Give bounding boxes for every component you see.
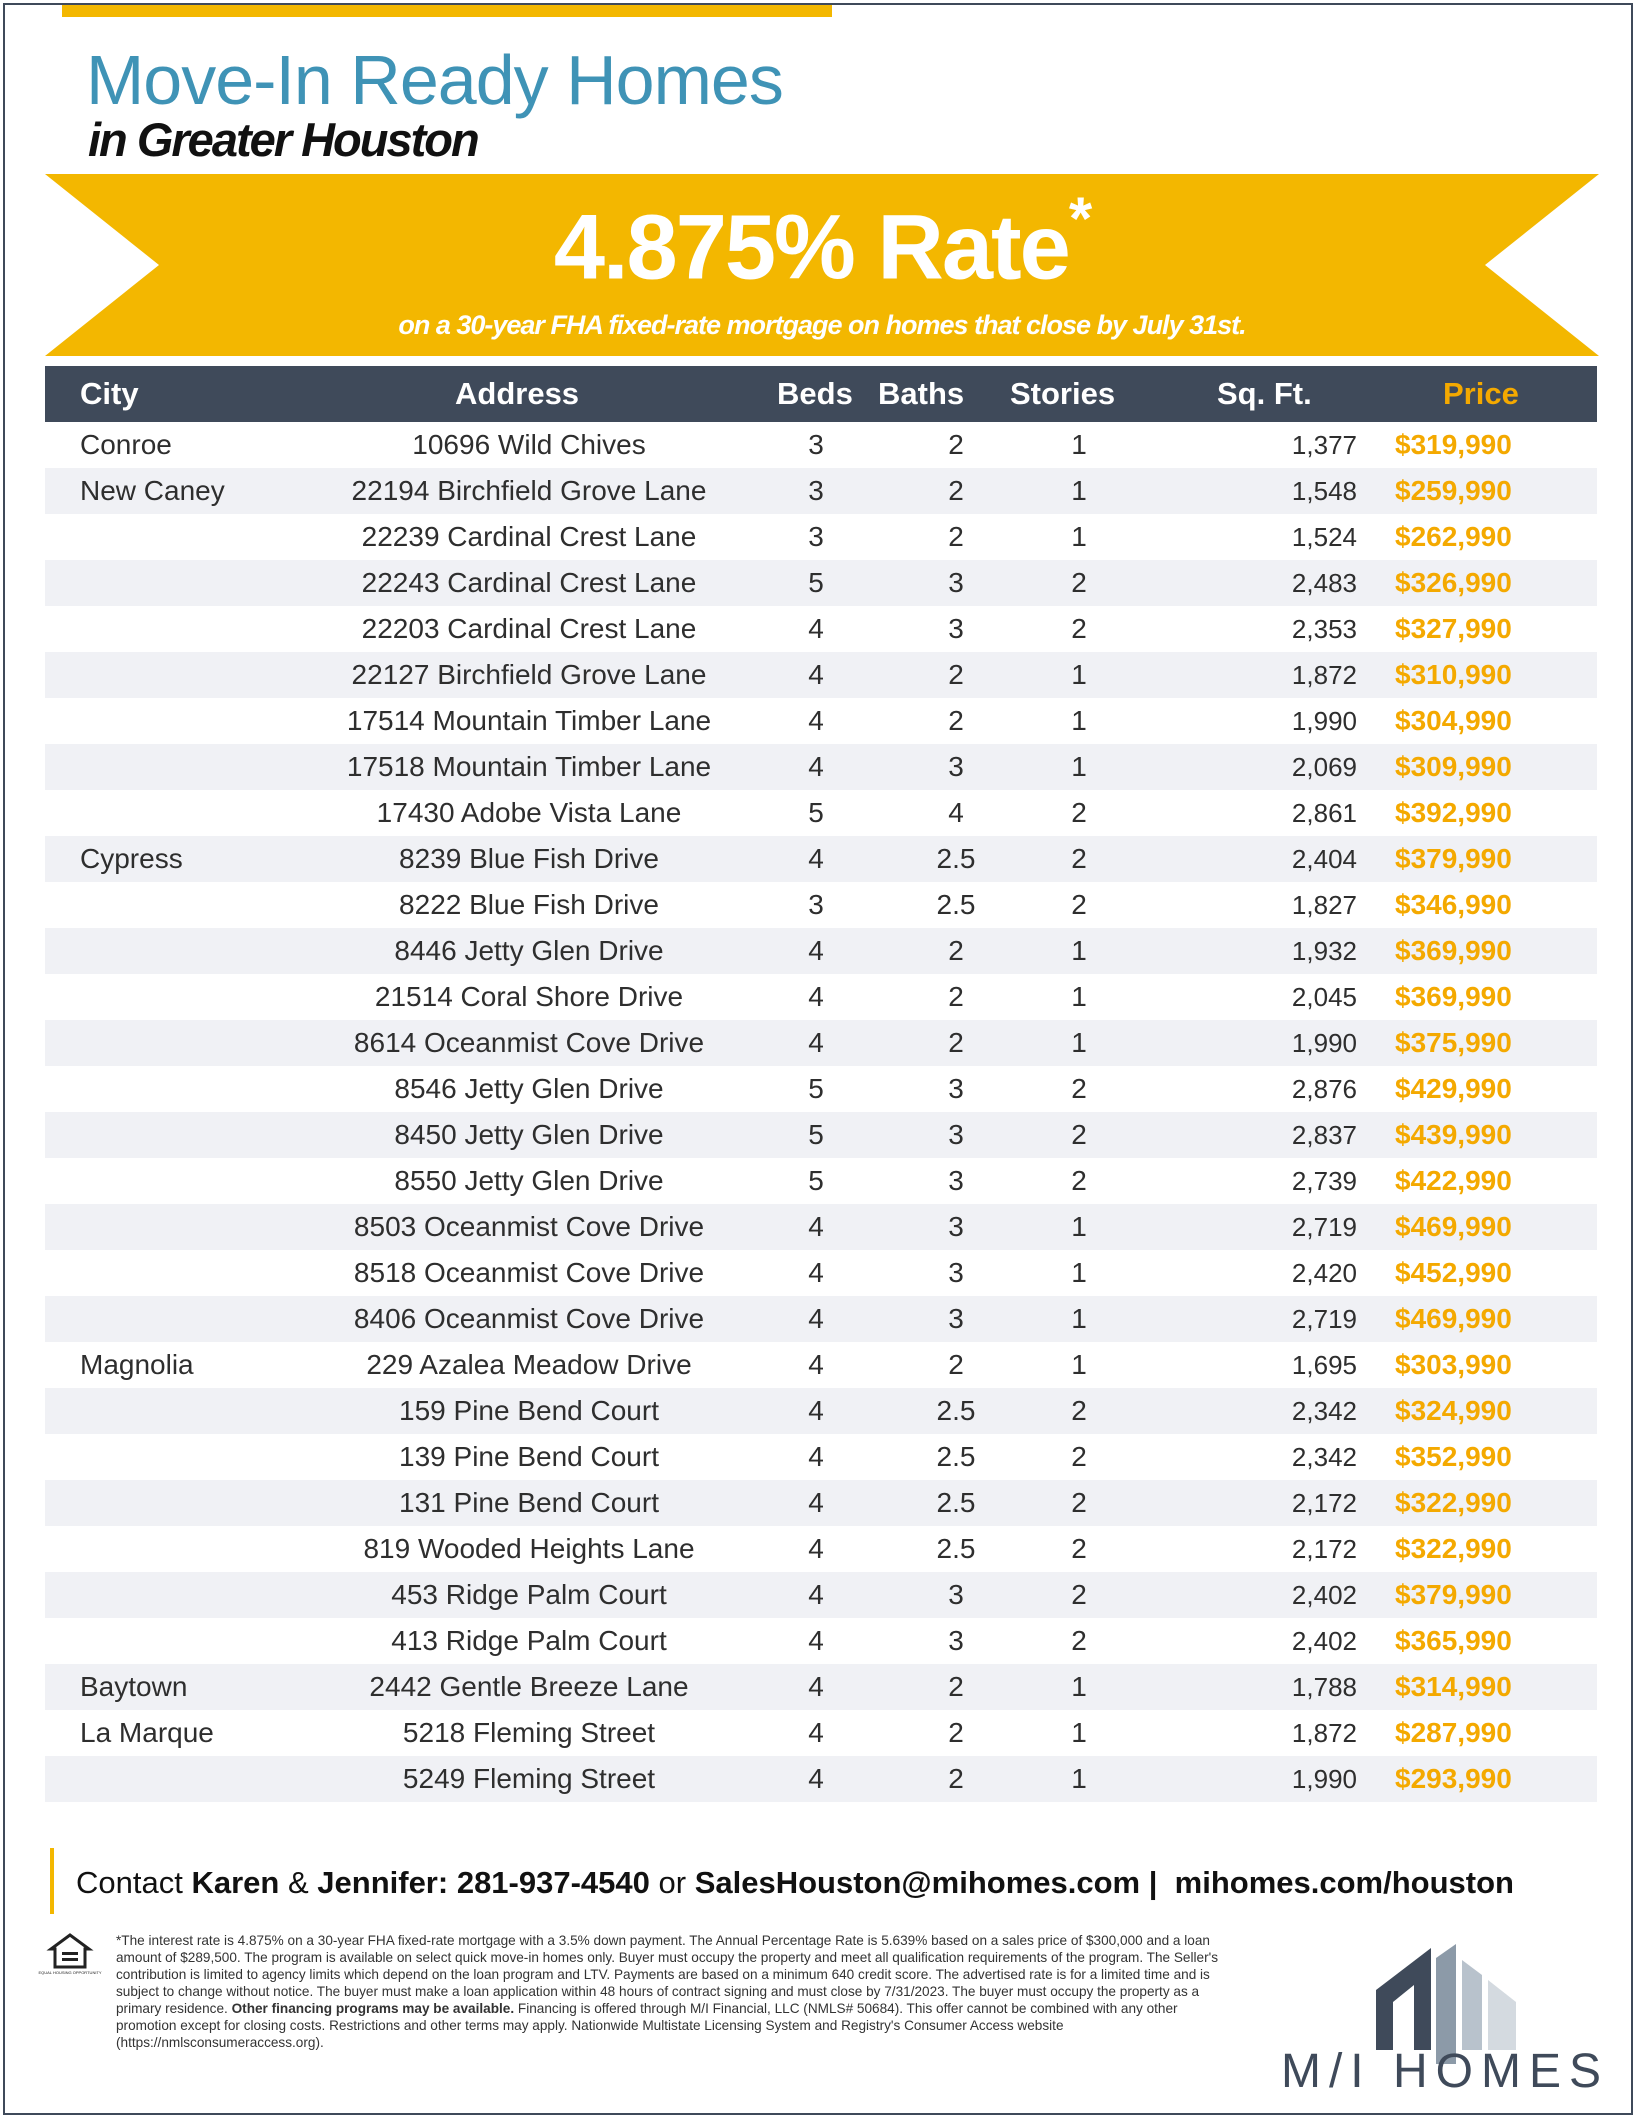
- cell-price: $439,990: [1395, 1119, 1512, 1150]
- cell-stories-text: 2: [1071, 889, 1087, 920]
- cell-stories-text: 1: [1071, 1349, 1087, 1380]
- cell-stories-text: 1: [1071, 1763, 1087, 1794]
- table-row: [45, 1572, 1597, 1618]
- cell-stories-text: 2: [1071, 797, 1087, 828]
- cell-baths-text: 2: [948, 981, 964, 1012]
- cell-baths-text: 2: [948, 1717, 964, 1748]
- table-row: [45, 514, 1597, 560]
- cell-stories-text: 2: [1071, 567, 1087, 598]
- cell-beds-text: 4: [808, 1027, 824, 1058]
- table-row: [45, 1204, 1597, 1250]
- table-row: [45, 1112, 1597, 1158]
- table-row: [45, 1158, 1597, 1204]
- cell-sqft: 2,342: [1291, 1442, 1357, 1472]
- table-row: [45, 1296, 1597, 1342]
- cell-beds-text: 3: [808, 889, 824, 920]
- cell-address-text: 413 Ridge Palm Court: [391, 1625, 667, 1656]
- table-row: [45, 1618, 1597, 1664]
- header-stories: Stories: [1010, 376, 1116, 411]
- cell-price: $392,990: [1395, 797, 1512, 828]
- cell-sqft: 1,990: [1291, 706, 1357, 736]
- cell-beds-text: 4: [808, 1395, 824, 1426]
- mi-homes-logo-icon: [1376, 1940, 1516, 2050]
- cell-price: $314,990: [1395, 1671, 1512, 1702]
- top-accent-bar: [62, 5, 832, 17]
- cell-beds-text: 4: [808, 1211, 824, 1242]
- cell-city: Cypress: [80, 843, 183, 874]
- cell-sqft: 2,045: [1291, 982, 1357, 1012]
- table-row: [45, 1434, 1597, 1480]
- cell-stories-text: 1: [1071, 705, 1087, 736]
- cell-stories-text: 1: [1071, 1717, 1087, 1748]
- cell-beds-text: 4: [808, 751, 824, 782]
- cell-city: New Caney: [80, 475, 225, 506]
- cell-price: $303,990: [1395, 1349, 1512, 1380]
- rate-banner: [45, 174, 1599, 356]
- cell-stories-text: 2: [1071, 1487, 1087, 1518]
- cell-address-text: 17430 Adobe Vista Lane: [376, 797, 682, 828]
- cell-baths-text: 2.5: [936, 1395, 976, 1426]
- table-row: [45, 1526, 1597, 1572]
- cell-baths-text: 3: [948, 1625, 964, 1656]
- cell-price: $309,990: [1395, 751, 1512, 782]
- header-beds: Beds: [777, 376, 853, 411]
- cell-price: $324,990: [1395, 1395, 1512, 1426]
- cell-sqft: 1,524: [1291, 522, 1357, 552]
- contact-phone[interactable]: 281-937-4540: [456, 1865, 650, 1900]
- cell-price: $327,990: [1395, 613, 1512, 644]
- cell-sqft: 2,420: [1291, 1258, 1357, 1288]
- cell-price: $365,990: [1395, 1625, 1512, 1656]
- table-row: [45, 1020, 1597, 1066]
- contact-or: or: [658, 1865, 687, 1900]
- cell-address-text: 453 Ridge Palm Court: [391, 1579, 667, 1610]
- contact-email[interactable]: SalesHouston@mihomes.com: [694, 1865, 1141, 1900]
- cell-stories-text: 1: [1071, 1257, 1087, 1288]
- cell-sqft: 2,404: [1291, 844, 1357, 874]
- table-row: [45, 928, 1597, 974]
- cell-price: $369,990: [1395, 981, 1512, 1012]
- cell-address-text: 131 Pine Bend Court: [399, 1487, 659, 1518]
- cell-address-text: 22194 Birchfield Grove Lane: [351, 475, 707, 506]
- cell-baths-text: 3: [948, 567, 964, 598]
- cell-sqft: 2,719: [1291, 1212, 1357, 1242]
- cell-baths-text: 3: [948, 751, 964, 782]
- cell-stories-text: 1: [1071, 1027, 1087, 1058]
- cell-baths-text: 3: [948, 1165, 964, 1196]
- cell-beds-text: 4: [808, 1671, 824, 1702]
- page-subtitle: in Greater Houston: [88, 113, 478, 166]
- cell-city: Conroe: [80, 429, 172, 460]
- cell-price: $259,990: [1395, 475, 1512, 506]
- cell-address-text: 22203 Cardinal Crest Lane: [361, 613, 697, 644]
- disclaimer-text: [116, 1932, 1231, 2051]
- cell-price: $352,990: [1395, 1441, 1512, 1472]
- cell-price: $293,990: [1395, 1763, 1512, 1794]
- cell-baths-text: 2: [948, 705, 964, 736]
- cell-price: $375,990: [1395, 1027, 1512, 1058]
- table-header: [45, 366, 1597, 422]
- cell-sqft: 2,402: [1291, 1580, 1357, 1610]
- cell-sqft: 2,739: [1291, 1166, 1357, 1196]
- cell-baths-text: 2.5: [936, 1441, 976, 1472]
- cell-sqft: 2,353: [1291, 614, 1357, 644]
- cell-beds-text: 5: [808, 797, 824, 828]
- table-row: [45, 1066, 1597, 1112]
- cell-stories-text: 1: [1071, 659, 1087, 690]
- cell-stories-text: 2: [1071, 843, 1087, 874]
- cell-sqft: 2,861: [1291, 798, 1357, 828]
- contact-website[interactable]: mihomes.com/houston: [1174, 1865, 1514, 1900]
- cell-sqft: 1,377: [1291, 430, 1357, 460]
- header-address: Address: [455, 376, 580, 411]
- cell-price: $379,990: [1395, 843, 1512, 874]
- disclaimer-part1: *The interest rate is 4.875% on a 30-year FHA fixed-rate mortgage with a 3.5% down payment. The Annual Percentage Rate is 5.639% based on a sales price of $300,000 and a loan amount of $289,500. The program is available on select quick move-in homes only. Buyer must occupy the property and meet all qualification requirements of the program. The Seller's contribution is limited to agency limits which depend on the loan program and LTV. Payments are based on a minimum 640 credit score. The advertised rate is for a limited time and is subject to change without notice. The buyer must make a loan application within 48 hours of contract signing and must close by 7/31/2023. The buyer must occupy the property as a primary residence.: [116, 1933, 1219, 2016]
- cell-baths-text: 3: [948, 1073, 964, 1104]
- cell-price: $379,990: [1395, 1579, 1512, 1610]
- cell-sqft: 1,872: [1291, 1718, 1357, 1748]
- cell-baths-text: 2: [948, 1763, 964, 1794]
- table-body: [45, 422, 1597, 1802]
- cell-sqft: 1,695: [1291, 1350, 1357, 1380]
- cell-stories-text: 2: [1071, 1625, 1087, 1656]
- cell-beds-text: 4: [808, 1625, 824, 1656]
- cell-beds-text: 4: [808, 1579, 824, 1610]
- header-price: Price: [1443, 376, 1519, 411]
- cell-baths-text: 2: [948, 659, 964, 690]
- contact-accent-bar: [50, 1848, 54, 1914]
- cell-sqft: 2,719: [1291, 1304, 1357, 1334]
- cell-beds-text: 4: [808, 1763, 824, 1794]
- cell-beds-text: 4: [808, 1487, 824, 1518]
- table-row: [45, 974, 1597, 1020]
- cell-stories-text: 1: [1071, 429, 1087, 460]
- cell-baths-text: 2: [948, 1027, 964, 1058]
- cell-price: $429,990: [1395, 1073, 1512, 1104]
- cell-stories-text: 1: [1071, 981, 1087, 1012]
- cell-sqft: 1,990: [1291, 1028, 1357, 1058]
- cell-sqft: 1,827: [1291, 890, 1357, 920]
- cell-address-text: 159 Pine Bend Court: [399, 1395, 659, 1426]
- cell-address-text: 819 Wooded Heights Lane: [363, 1533, 695, 1564]
- cell-beds-text: 5: [808, 1073, 824, 1104]
- table-row: [45, 1480, 1597, 1526]
- cell-address-text: 17518 Mountain Timber Lane: [346, 751, 712, 782]
- cell-beds-text: 4: [808, 981, 824, 1012]
- cell-beds-text: 4: [808, 1441, 824, 1472]
- cell-price: $262,990: [1395, 521, 1512, 552]
- cell-stories-text: 2: [1071, 1533, 1087, 1564]
- cell-sqft: 1,872: [1291, 660, 1357, 690]
- cell-stories-text: 1: [1071, 475, 1087, 506]
- cell-price: $326,990: [1395, 567, 1512, 598]
- contact-line: [76, 1865, 1514, 1901]
- contact-separator: |: [1148, 1865, 1158, 1900]
- cell-beds-text: 5: [808, 1165, 824, 1196]
- cell-baths-text: 3: [948, 1119, 964, 1150]
- cell-address-text: 8550 Jetty Glen Drive: [394, 1165, 664, 1196]
- cell-beds-text: 3: [808, 475, 824, 506]
- table-row: [45, 882, 1597, 928]
- cell-beds-text: 4: [808, 705, 824, 736]
- cell-beds-text: 4: [808, 613, 824, 644]
- cell-beds-text: 4: [808, 659, 824, 690]
- cell-address-text: 5218 Fleming Street: [402, 1717, 656, 1748]
- cell-baths-text: 3: [948, 1211, 964, 1242]
- cell-baths-text: 2: [948, 429, 964, 460]
- contact-name-karen: Karen: [191, 1865, 280, 1900]
- cell-address-text: 8406 Oceanmist Cove Drive: [353, 1303, 705, 1334]
- table-row: [45, 422, 1597, 468]
- cell-stories-text: 2: [1071, 1073, 1087, 1104]
- cell-beds-text: 4: [808, 1303, 824, 1334]
- cell-address-text: 2442 Gentle Breeze Lane: [369, 1671, 689, 1702]
- mi-homes-logo-text: M/I HOMES: [1280, 2045, 1609, 2098]
- table-row: [45, 1250, 1597, 1296]
- cell-address-text: 22127 Birchfield Grove Lane: [351, 659, 707, 690]
- cell-stories-text: 1: [1071, 1211, 1087, 1242]
- cell-sqft: 2,876: [1291, 1074, 1357, 1104]
- table-row: [45, 744, 1597, 790]
- cell-price: $346,990: [1395, 889, 1512, 920]
- cell-sqft: 1,788: [1291, 1672, 1357, 1702]
- cell-baths-text: 3: [948, 613, 964, 644]
- cell-baths-text: 2.5: [936, 1487, 976, 1518]
- cell-stories-text: 1: [1071, 521, 1087, 552]
- page-title: Move-In Ready Homes: [86, 41, 783, 119]
- cell-sqft: 1,548: [1291, 476, 1357, 506]
- cell-address-text: 139 Pine Bend Court: [399, 1441, 659, 1472]
- cell-sqft: 1,990: [1291, 1764, 1357, 1794]
- cell-beds-text: 5: [808, 1119, 824, 1150]
- cell-address-text: 8239 Blue Fish Drive: [399, 843, 659, 874]
- cell-beds-text: 4: [808, 935, 824, 966]
- cell-address-text: 21514 Coral Shore Drive: [374, 981, 684, 1012]
- cell-stories-text: 1: [1071, 935, 1087, 966]
- cell-baths-text: 3: [948, 1303, 964, 1334]
- table-row: [45, 790, 1597, 836]
- cell-stories-text: 1: [1071, 1303, 1087, 1334]
- cell-beds-text: 4: [808, 1533, 824, 1564]
- rate-subtext: on a 30-year FHA fixed-rate mortgage on homes that close by July 31st.: [398, 310, 1246, 340]
- table-row: [45, 1756, 1597, 1802]
- cell-price: $319,990: [1395, 429, 1512, 460]
- cell-city: Magnolia: [80, 1349, 194, 1380]
- table-row: [45, 1710, 1597, 1756]
- cell-address-text: 22239 Cardinal Crest Lane: [361, 521, 697, 552]
- rate-asterisk: *: [1068, 185, 1091, 252]
- rate-value: 4.875% Rate: [553, 196, 1069, 299]
- svg-text:EQUAL HOUSING OPPORTUNITY: EQUAL HOUSING OPPORTUNITY: [38, 1970, 102, 1975]
- cell-beds-text: 5: [808, 567, 824, 598]
- header-city: City: [80, 376, 139, 411]
- table-row: [45, 606, 1597, 652]
- cell-stories-text: 2: [1071, 613, 1087, 644]
- cell-address-text: 229 Azalea Meadow Drive: [366, 1349, 692, 1380]
- cell-stories-text: 2: [1071, 1579, 1087, 1610]
- table-row: [45, 1388, 1597, 1434]
- cell-baths-text: 2.5: [936, 1533, 976, 1564]
- cell-baths-text: 4: [948, 797, 964, 828]
- contact-name-jennifer: Jennifer:: [317, 1865, 449, 1900]
- cell-price: $322,990: [1395, 1487, 1512, 1518]
- cell-price: $369,990: [1395, 935, 1512, 966]
- cell-address-text: 17514 Mountain Timber Lane: [346, 705, 712, 736]
- rate-headline: [45, 185, 1599, 301]
- cell-price: $452,990: [1395, 1257, 1512, 1288]
- disclaimer-bold: Other financing programs may be available.: [231, 2001, 515, 2016]
- table-row: [45, 1664, 1597, 1710]
- cell-city: Baytown: [80, 1671, 188, 1702]
- cell-sqft: 2,837: [1291, 1120, 1357, 1150]
- cell-address-text: 8446 Jetty Glen Drive: [394, 935, 664, 966]
- cell-baths-text: 2: [948, 1349, 964, 1380]
- cell-baths-text: 2: [948, 1671, 964, 1702]
- table-row: [45, 652, 1597, 698]
- cell-baths-text: 2: [948, 935, 964, 966]
- cell-beds-text: 4: [808, 1717, 824, 1748]
- cell-baths-text: 2.5: [936, 889, 976, 920]
- cell-stories-text: 2: [1071, 1441, 1087, 1472]
- cell-stories-text: 2: [1071, 1395, 1087, 1426]
- cell-beds-text: 4: [808, 843, 824, 874]
- cell-address-text: 8518 Oceanmist Cove Drive: [353, 1257, 705, 1288]
- cell-price: $469,990: [1395, 1211, 1512, 1242]
- cell-beds-text: 3: [808, 521, 824, 552]
- cell-price: $310,990: [1395, 659, 1512, 690]
- cell-baths-text: 3: [948, 1257, 964, 1288]
- cell-baths-text: 2.5: [936, 843, 976, 874]
- cell-beds-text: 4: [808, 1349, 824, 1380]
- cell-sqft: 2,069: [1291, 752, 1357, 782]
- cell-price: $469,990: [1395, 1303, 1512, 1334]
- cell-beds-text: 4: [808, 1257, 824, 1288]
- cell-stories-text: 1: [1071, 751, 1087, 782]
- cell-price: $287,990: [1395, 1717, 1512, 1748]
- cell-baths-text: 2: [948, 521, 964, 552]
- cell-sqft: 2,172: [1291, 1488, 1357, 1518]
- cell-address-text: 8450 Jetty Glen Drive: [394, 1119, 664, 1150]
- cell-sqft: 1,932: [1291, 936, 1357, 966]
- cell-price: $322,990: [1395, 1533, 1512, 1564]
- cell-city: La Marque: [80, 1717, 214, 1748]
- cell-sqft: 2,402: [1291, 1626, 1357, 1656]
- table-row: [45, 1342, 1597, 1388]
- cell-address-text: 22243 Cardinal Crest Lane: [361, 567, 697, 598]
- table-row: [45, 698, 1597, 744]
- cell-sqft: 2,483: [1291, 568, 1357, 598]
- cell-address-text: 8614 Oceanmist Cove Drive: [353, 1027, 705, 1058]
- cell-beds-text: 3: [808, 429, 824, 460]
- homes-table: [45, 366, 1597, 1802]
- cell-baths-text: 2: [948, 475, 964, 506]
- table-row: [45, 560, 1597, 606]
- header-sqft: Sq. Ft.: [1217, 376, 1312, 411]
- cell-address-text: 8222 Blue Fish Drive: [399, 889, 659, 920]
- cell-address-text: 5249 Fleming Street: [402, 1763, 656, 1794]
- equal-housing-icon: [38, 1932, 102, 1976]
- table-row: [45, 468, 1597, 514]
- cell-address-text: 8546 Jetty Glen Drive: [394, 1073, 664, 1104]
- cell-sqft: 2,342: [1291, 1396, 1357, 1426]
- cell-address-text: 8503 Oceanmist Cove Drive: [353, 1211, 705, 1242]
- header-baths: Baths: [878, 376, 965, 411]
- cell-price: $304,990: [1395, 705, 1512, 736]
- cell-price: $422,990: [1395, 1165, 1512, 1196]
- disclaimer-part2: Financing is offered through M/I Financial, LLC (NMLS# 50684). This offer cannot be combined with any other promotion except for closing costs. Restrictions and other terms may apply. Nationwide Multistate Licensing System and Registry's Consumer Access website (https://nmlsconsumeraccess.org).: [116, 2001, 1178, 2050]
- cell-sqft: 2,172: [1291, 1534, 1357, 1564]
- cell-baths-text: 3: [948, 1579, 964, 1610]
- cell-stories-text: 2: [1071, 1119, 1087, 1150]
- cell-stories-text: 1: [1071, 1671, 1087, 1702]
- cell-address-text: 10696 Wild Chives: [412, 429, 646, 460]
- table-row: [45, 836, 1597, 882]
- contact-ampersand: &: [287, 1865, 309, 1900]
- contact-prefix: Contact: [76, 1865, 183, 1900]
- cell-stories-text: 2: [1071, 1165, 1087, 1196]
